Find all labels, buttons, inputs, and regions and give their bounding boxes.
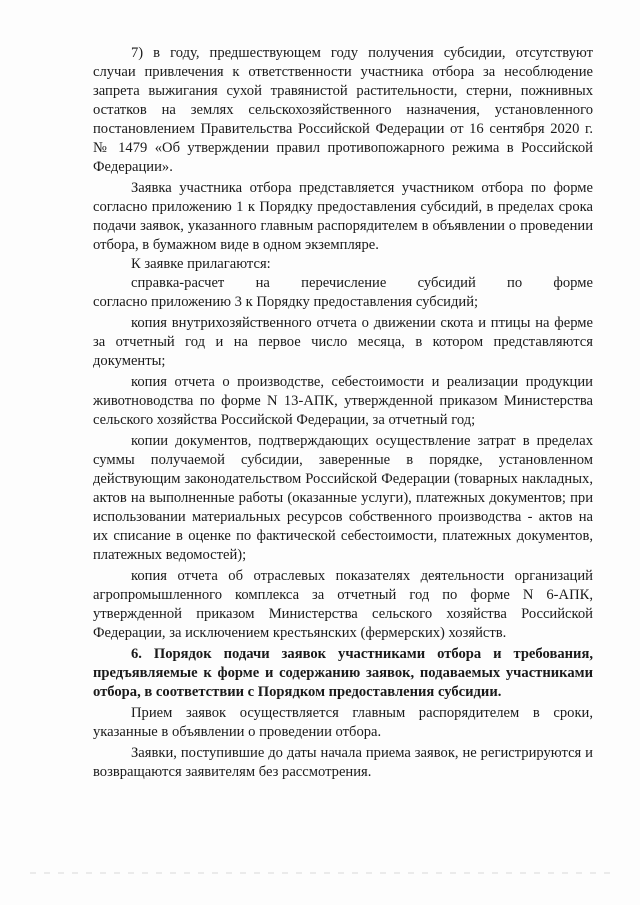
attachment-cost-documents: копии документов, подтверждающих осуществление затрат в пределах суммы получаемой субсидии, заверенные в порядке, установленном действующим законодательством Российской Федерации (товарных накладных, актов на выполненные работы (оказанные услуги), платежных документов; при использовании материальных ресурсов собственного производства - актов на их списание в оценке по фактической себестоимости, платежных документов, платежных ведомостей);: [93, 433, 593, 563]
spaced-word: на: [255, 275, 270, 291]
scan-artifact: [30, 872, 610, 874]
spaced-word: форме: [553, 275, 593, 291]
attachment-livestock-report: копия внутрихозяйственного отчета о движении скота и птицы на ферме за отчетный год и на первое число месяца, в котором представляются документы;: [93, 315, 593, 369]
spaced-word: справка-расчет: [131, 275, 225, 291]
spaced-word: по: [507, 275, 523, 291]
attachment-industry-report: копия отчета об отраслевых показателях деятельности организаций агропромышленного комплекса за отчетный год по форме N 6-АПК, утвержденной приказом Министерства сельского хозяйства Российской Федерации, за исключением крестьянских (фермерских) хозяйств.: [93, 568, 593, 641]
attachment-calculation-continuation: согласно приложению 3 к Порядку предоставления субсидий;: [93, 294, 479, 310]
attachment-production-report: копия отчета о производстве, себестоимости и реализации продукции животноводства по форме N 13-АПК, утвержденной приказом Министерства сельского хозяйства Российской Федерации, за отчетный год;: [93, 374, 593, 428]
paragraph-early-applications: Заявки, поступившие до даты начала приема заявок, не регистрируются и возвращаются заявителям без рассмотрения.: [93, 745, 593, 780]
paragraph-attachments-intro: К заявке прилагаются:: [131, 256, 271, 272]
document-body: [93, 44, 593, 782]
paragraph-item-7: 7) в году, предшествующем году получения субсидии, отсутствуют случаи привлечения к ответственности участника отбора за несоблюдение запрета выжигания сухой травянистой растительности, стерни, пожнивных остатков на землях сельскохозяйственного назначения, установленного постановлением Правительства Российской Федерации от 16 сентября 2020 г. № 1479 «Об утверждении правил противопожарного режима в Российской Федерации».: [93, 45, 593, 175]
attachment-calculation-line: [93, 274, 593, 293]
section-6-heading: 6. Порядок подачи заявок участниками отбора и требования, предъявляемые к форме и содержанию заявок, подаваемых участниками отбора, в соответствии с Порядком предоставления субсидии.: [93, 646, 593, 700]
spaced-word: субсидий: [417, 275, 476, 291]
spaced-word: перечисление: [301, 275, 387, 291]
paragraph-application-form: Заявка участника отбора представляется участником отбора по форме согласно приложению 1 к Порядку предоставления субсидий, в пределах срока подачи заявок, указанного главным распорядителем в объявлении о проведении отбора, в бумажном виде в одном экземпляре.: [93, 180, 593, 253]
paragraph-acceptance-terms: Прием заявок осуществляется главным распорядителем в сроки, указанные в объявлении о проведении отбора.: [93, 705, 593, 740]
